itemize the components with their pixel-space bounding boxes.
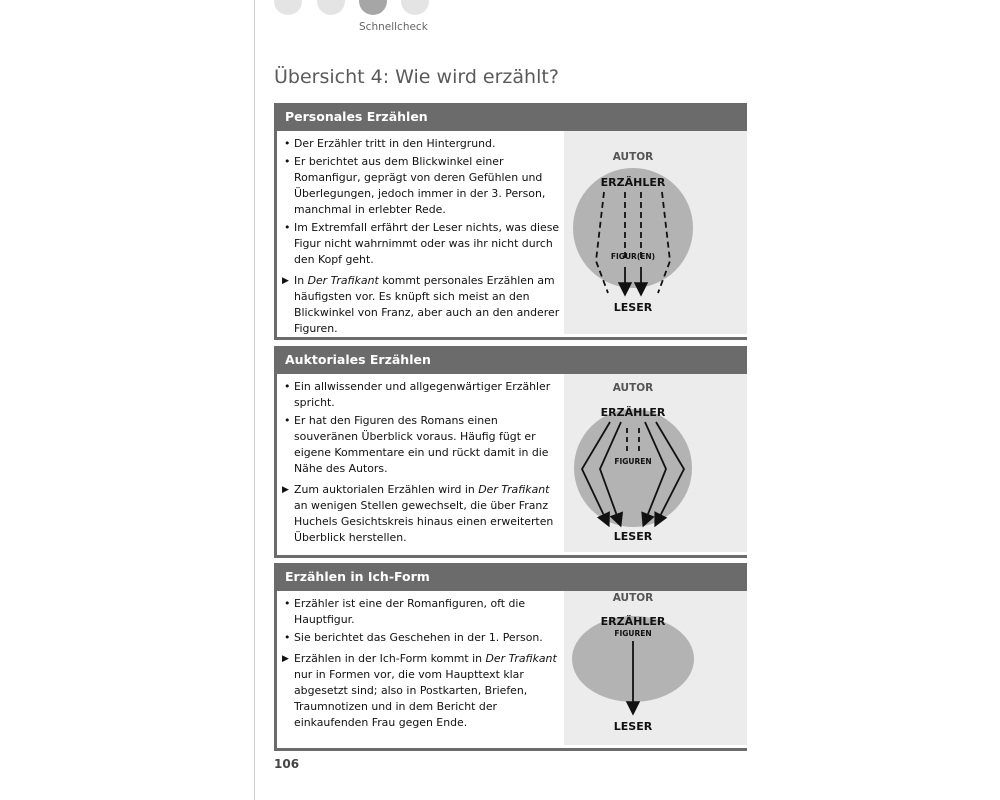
bullet-item: • Der Erzähler tritt in den Hintergrund. [282,136,560,152]
progress-dot-1[interactable] [274,0,302,15]
narrator-label: ERZÄHLER [600,406,666,419]
progress-label: Schnellcheck [359,21,428,33]
book-spine [254,0,255,800]
diagram-first-person [564,591,747,745]
section-first-person-narration [274,563,747,751]
figure-label: FIGUR(EN) [610,252,656,261]
section-text [277,591,564,745]
perspective-circle [574,409,692,527]
diagram-personal [564,131,747,334]
section-text [277,374,564,552]
section-title: Personales Erzählen [277,103,747,131]
bullet-item: • Ein allwissender und allgegenwärtiger Erzähler spricht. [282,379,560,411]
reader-label: LESER [613,720,653,733]
page-number: 106 [274,757,300,771]
diagram-authorial [564,374,747,552]
bullet-item: • Er berichtet aus dem Blickwinkel einer Romanfigur, geprägt von deren Gefühlen und Überlegungen, jedoch immer in der 3. Person, manchmal in erlebter Rede. [282,154,560,218]
bullet-item: • Im Extremfall erfährt der Leser nichts, was diese Figur nicht wahrnimmt oder was ihr nicht durch den Kopf geht. [282,220,560,268]
progress-dot-3-active[interactable] [359,0,387,15]
reader-label: LESER [613,530,653,543]
narrator-label: ERZÄHLER [600,615,666,628]
author-label: AUTOR [612,592,654,604]
trafikant-note: ▶ Erzählen in der Ich-Form kommt in Der Trafikant nur in Formen vor, die vom Haupttext klar abgesetzt sind; also in Postkarten, Briefen, Traumnotizen und in dem Bericht der einkaufenden Frau gegen Ende. [282,651,560,731]
bullet-item: • Sie berichtet das Geschehen in der 1. Person. [282,630,560,646]
progress-dot-4[interactable] [401,0,429,15]
reader-label: LESER [613,301,653,314]
section-title: Auktoriales Erzählen [277,346,747,374]
bullet-item: • Er hat den Figuren des Romans einen souveränen Überblick voraus. Häufig fügt er eigene Kommentare ein und rückt damit in die Nähe des Autors. [282,413,560,477]
author-label: AUTOR [612,382,654,394]
section-personal-narration [274,103,747,340]
bullet-item: • Erzähler ist eine der Romanfiguren, oft die Hauptfigur. [282,596,560,628]
figure-label: FIGUREN [614,457,652,466]
author-label: AUTOR [612,151,654,163]
page-title: Übersicht 4: Wie wird erzählt? [274,66,559,88]
trafikant-note: ▶ In Der Trafikant kommt personales Erzählen am häufigsten vor. Es knüpft sich meist an den Blickwinkel von Franz, aber auch an den anderer Figuren. [282,273,560,337]
section-text [277,131,564,334]
narrator-label: ERZÄHLER [600,176,666,189]
progress-dot-2[interactable] [317,0,345,15]
section-title: Erzählen in Ich-Form [277,563,747,591]
section-authorial-narration [274,346,747,558]
figure-label: FIGUREN [614,629,652,638]
trafikant-note: ▶ Zum auktorialen Erzählen wird in Der Trafikant an wenigen Stellen gewechselt, die über Franz Huchels Gesichtskreis hinaus einen erweiterten Überblick herstellen. [282,482,560,546]
